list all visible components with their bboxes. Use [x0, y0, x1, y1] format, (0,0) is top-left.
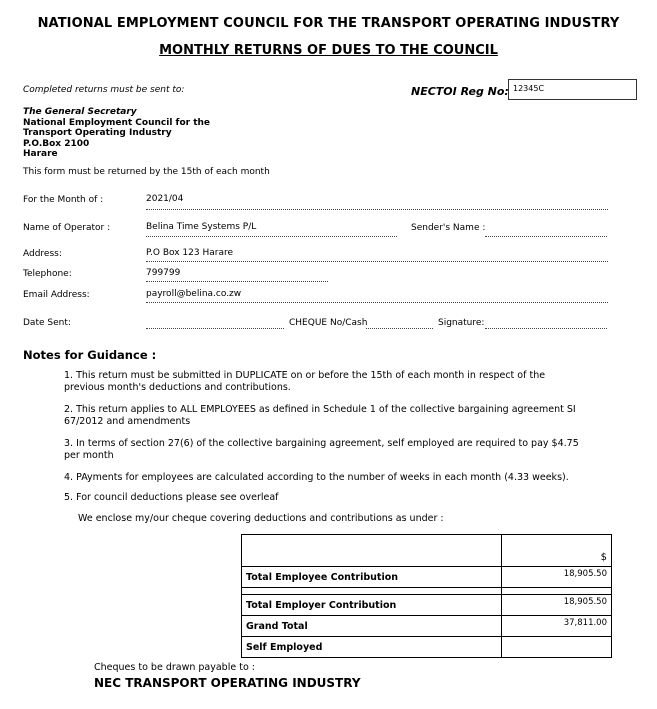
row-label-self-employed: Self Employed — [242, 637, 502, 658]
telephone-label: Telephone: — [23, 269, 72, 279]
note-5: 5. For council deductions please see overleaf — [64, 492, 279, 503]
currency-symbol: $ — [502, 535, 612, 567]
table-row — [242, 616, 612, 637]
row-value-employee[interactable]: 18,905.50 — [502, 567, 612, 588]
totals-table — [241, 534, 612, 658]
month-line — [146, 209, 608, 210]
reg-no-field[interactable]: 12345C — [508, 79, 637, 100]
table-row — [242, 567, 612, 588]
sender-label: Sender's Name : — [411, 223, 486, 233]
enclose-note: We enclose my/our cheque covering deductions and contributions as under : — [78, 513, 444, 524]
email-label: Email Address: — [23, 290, 90, 300]
sender-line[interactable] — [485, 236, 607, 237]
operator-line — [146, 236, 397, 237]
cheque-line[interactable] — [366, 328, 433, 329]
totals-header-blank — [242, 535, 502, 567]
cheque-label: CHEQUE No/Cash — [289, 318, 368, 328]
month-value[interactable]: 2021/04 — [146, 194, 184, 204]
date-sent-line[interactable] — [146, 328, 284, 329]
note-4: 4. PAyments for employees are calculated according to the number of weeks in each month (4.33 weeks). — [64, 472, 569, 483]
form-subtitle: MONTHLY RETURNS OF DUES TO THE COUNCIL — [159, 43, 498, 58]
send-to-line-1: The General Secretary — [23, 107, 137, 117]
row-value-grand-total[interactable]: 37,811.00 — [502, 616, 612, 637]
due-note: This form must be returned by the 15th of each month — [23, 167, 270, 177]
email-value[interactable]: payroll@belina.co.zw — [146, 289, 242, 299]
address-label: Address: — [23, 249, 62, 259]
send-to-line-4: P.O.Box 2100 — [23, 139, 90, 149]
row-value-employer[interactable]: 18,905.50 — [502, 595, 612, 616]
notes-title: Notes for Guidance : — [23, 348, 157, 362]
signature-line[interactable] — [485, 328, 607, 329]
totals-header-row — [242, 535, 612, 567]
row-label-grand-total: Grand Total — [242, 616, 502, 637]
operator-value[interactable]: Belina Time Systems P/L — [146, 222, 257, 232]
address-line — [146, 261, 608, 262]
payable-label: Cheques to be drawn payable to : — [94, 662, 255, 673]
month-label: For the Month of : — [23, 195, 104, 205]
form-title: NATIONAL EMPLOYMENT COUNCIL FOR THE TRANSPORT OPERATING INDUSTRY — [37, 16, 620, 31]
row-label-employee: Total Employee Contribution — [242, 567, 502, 588]
row-value-self-employed[interactable] — [502, 637, 612, 658]
payee-name: NEC TRANSPORT OPERATING INDUSTRY — [94, 676, 361, 690]
address-value[interactable]: P.O Box 123 Harare — [146, 248, 233, 258]
table-row — [242, 637, 612, 658]
note-1: 1. This return must be submitted in DUPLICATE on or before the 15th of each month in respect of the previous month's deductions and contributions. — [64, 370, 546, 393]
signature-label: Signature: — [438, 318, 485, 328]
reg-no-label: NECTOI Reg No: — [411, 85, 509, 98]
telephone-line — [146, 281, 328, 282]
table-row — [242, 595, 612, 616]
send-to-line-3: Transport Operating Industry — [23, 128, 172, 138]
note-2: 2. This return applies to ALL EMPLOYEES as defined in Schedule 1 of the collective bargaining agreement SI 67/2012 and amendments — [64, 404, 576, 427]
send-to-line-2: National Employment Council for the — [23, 118, 211, 128]
operator-label: Name of Operator : — [23, 223, 111, 233]
email-line — [146, 302, 608, 303]
send-to-label: Completed returns must be sent to: — [23, 85, 185, 95]
date-sent-label: Date Sent: — [23, 318, 71, 328]
telephone-value[interactable]: 799799 — [146, 268, 181, 278]
row-label-employer: Total Employer Contribution — [242, 595, 502, 616]
note-3: 3. In terms of section 27(6) of the collective bargaining agreement, self employed are required to pay $4.75 per month — [64, 438, 579, 461]
send-to-line-5: Harare — [23, 149, 58, 159]
